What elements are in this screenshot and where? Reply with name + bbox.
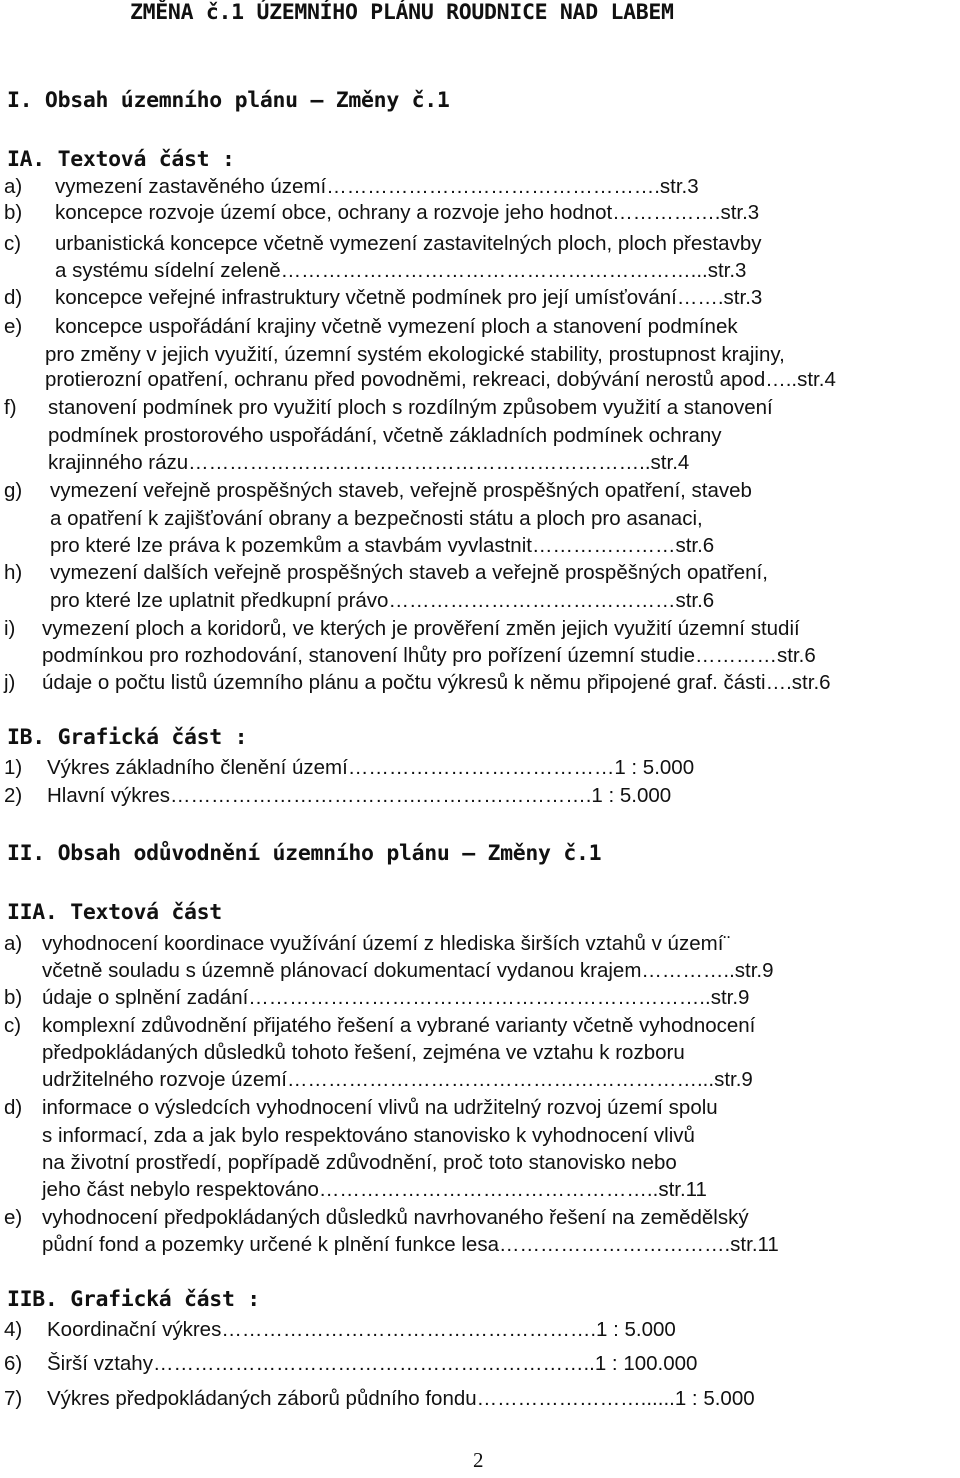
subsection-heading: IB. Grafická část : xyxy=(7,725,248,750)
list-item-line: s informací, zda a jak bylo respektováno stanovisko k vyhodnocení vlivů xyxy=(42,1124,695,1147)
list-item-line: protierozní opatření, ochranu před povodněmi, rekreaci, dobývání nerostů apod…..str.4 xyxy=(45,368,836,391)
list-item-line: údaje o počtu listů územního plánu a počtu výkresů k němu připojené graf. části….str.6 xyxy=(42,671,831,694)
list-item-line: údaje o splnění zadání…………………………………………………………..str.9 xyxy=(42,986,750,1009)
list-item-line: pro které lze uplatnit předkupní právo……………………………………str.6 xyxy=(50,589,715,612)
list-item-label: g) xyxy=(4,479,23,502)
list-item-line: Hlavní výkres……………………………….…………………….1 : 5.000 xyxy=(47,784,672,807)
list-item-label: d) xyxy=(4,1096,23,1119)
list-item-line: vymezení zastavěného území………………………………………….str.3 xyxy=(55,175,699,198)
list-item-line: stanovení podmínek pro využití ploch s rozdílným způsobem využití a stanovení xyxy=(48,396,773,419)
list-item-line: pro změny v jejich využití, územní systém ekologické stability, prostupnost krajiny, xyxy=(45,343,785,366)
list-item-line: předpokládaných důsledků tohoto řešení, zejména ve vztahu k rozboru xyxy=(42,1041,685,1064)
list-item-line: a opatření k zajišťování obrany a bezpečnosti státu a ploch pro asanaci, xyxy=(50,507,703,530)
list-item-label: b) xyxy=(4,201,23,224)
list-item-label: h) xyxy=(4,561,23,584)
section-heading: I. Obsah územního plánu – Změny č.1 xyxy=(7,88,450,113)
list-item-label: i) xyxy=(4,617,16,640)
list-item-label: a) xyxy=(4,932,23,955)
list-item-label: 2) xyxy=(4,784,23,807)
list-item-line: krajinného rázu…………………………………………………………..str.4 xyxy=(48,451,690,474)
list-item-line: urbanistická koncepce včetně vymezení zastavitelných ploch, ploch přestavby xyxy=(55,232,762,255)
document-title: ZMĚNA č.1 ÚZEMNÍHO PLÁNU ROUDNICE NAD LABEM xyxy=(130,0,674,25)
list-item-label: e) xyxy=(4,315,23,338)
list-item-line: Širší vztahy………………………………………………………..1 : 100.000 xyxy=(47,1352,698,1375)
list-item-label: 6) xyxy=(4,1352,23,1375)
list-item-line: koncepce rozvoje území obce, ochrany a rozvoje jeho hodnot…………….str.3 xyxy=(55,201,760,224)
list-item-label: 1) xyxy=(4,756,23,779)
list-item-label: a) xyxy=(4,175,23,198)
list-item-label: b) xyxy=(4,986,23,1009)
list-item-label: 7) xyxy=(4,1387,23,1410)
list-item-line: a systému sídelní zeleně……………………………………………………...str.3 xyxy=(55,259,747,282)
list-item-line: na životní prostředí, popřípadě zdůvodnění, proč toto stanovisko nebo xyxy=(42,1151,677,1174)
list-item-line: vymezení dalších veřejně prospěšných staveb a veřejně prospěšných opatření, xyxy=(50,561,768,584)
subsection-heading: IIB. Grafická část : xyxy=(7,1287,260,1312)
list-item-label: d) xyxy=(4,286,23,309)
list-item-line: vyhodnocení předpokládaných důsledků navrhovaného řešení na zemědělský xyxy=(42,1206,749,1229)
list-item-line: půdní fond a pozemky určené k plnění funkce lesa…………………………….str.11 xyxy=(42,1233,779,1256)
list-item-line: vyhodnocení koordinace využívání území z hlediska širších vztahů v území¨ xyxy=(42,932,731,955)
list-item-label: j) xyxy=(4,671,16,694)
subsection-heading: IIA. Textová část xyxy=(7,900,222,925)
page-number: 2 xyxy=(473,1448,484,1472)
list-item-line: pro které lze práva k pozemkům a stavbám vyvlastnit…………………str.6 xyxy=(50,534,715,557)
list-item-line: podmínkou pro rozhodování, stanovení lhůty pro pořízení územní studie…………str.6 xyxy=(42,644,816,667)
list-item-label: e) xyxy=(4,1206,23,1229)
list-item-label: c) xyxy=(4,232,22,255)
list-item-line: koncepce veřejné infrastruktury včetně podmínek pro její umísťování…….str.3 xyxy=(55,286,763,309)
list-item-line: Výkres předpokládaných záborů půdního fondu……………………......1 : 5.000 xyxy=(47,1387,755,1410)
list-item-line: vymezení veřejně prospěšných staveb, veřejně prospěšných opatření, staveb xyxy=(50,479,752,502)
section-heading: II. Obsah odůvodnění územního plánu – Změny č.1 xyxy=(7,841,602,866)
list-item-line: podmínek prostorového uspořádání, včetně základních podmínek ochrany xyxy=(48,424,722,447)
list-item-label: 4) xyxy=(4,1318,23,1341)
list-item-label: f) xyxy=(4,396,17,419)
list-item-line: Koordinační výkres……………………………………………….1 : 5.000 xyxy=(47,1318,676,1341)
list-item-line: vymezení ploch a koridorů, ve kterých je prověření změn jejich využití územní studií xyxy=(42,617,800,640)
list-item-label: c) xyxy=(4,1014,22,1037)
list-item-line: informace o výsledcích vyhodnocení vlivů na udržitelný rozvoj území spolu xyxy=(42,1096,718,1119)
subsection-heading: IA. Textová část : xyxy=(7,147,235,172)
list-item-line: Výkres základního členění území…………………………………1 : 5.000 xyxy=(47,756,695,779)
list-item-line: koncepce uspořádání krajiny včetně vymezení ploch a stanovení podmínek xyxy=(55,315,738,338)
list-item-line: včetně souladu s územně plánovací dokumentací vydanou krajem…………..str.9 xyxy=(42,959,774,982)
list-item-line: komplexní zdůvodnění přijatého řešení a vybrané varianty včetně vyhodnocení xyxy=(42,1014,756,1037)
list-item-line: jeho část nebylo respektováno…………………………………………..str.11 xyxy=(42,1178,707,1201)
list-item-line: udržitelného rozvoje území……………………………………………………...str.9 xyxy=(42,1068,753,1091)
